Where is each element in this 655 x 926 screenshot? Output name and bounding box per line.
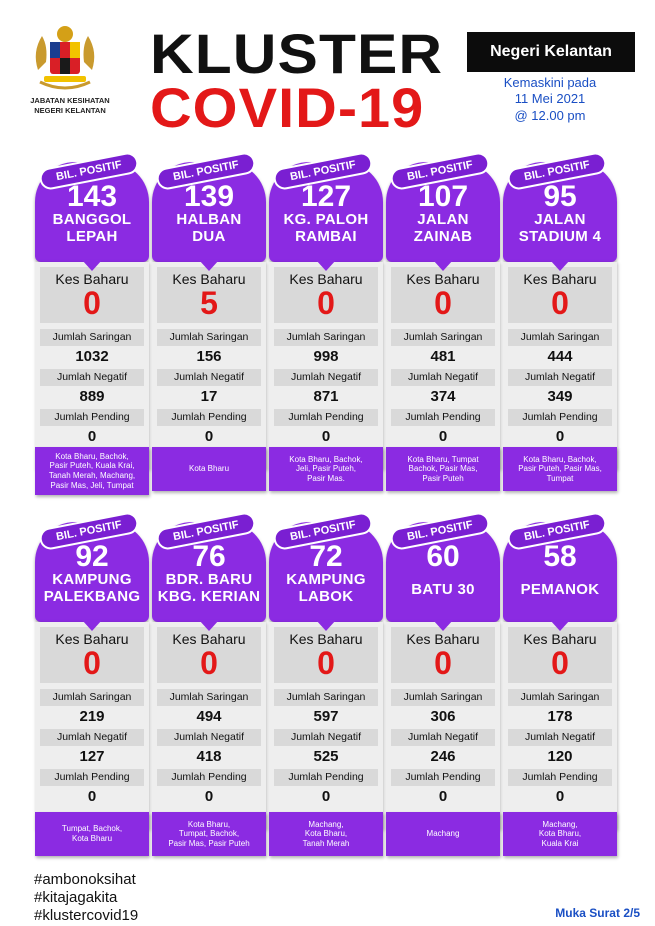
screening-value: 597 xyxy=(313,708,339,725)
new-cases-value: 0 xyxy=(317,645,335,681)
districts-text: Kota Bharu, Bachok, Pasir Puteh, Kuala Krai, Tanah Merah, Machang, Pasir Mas, Jeli, Tumpat xyxy=(48,451,136,490)
positive-count: 107 xyxy=(417,180,469,213)
affected-districts xyxy=(386,447,500,491)
cluster-name xyxy=(503,582,617,599)
cluster-stats xyxy=(269,622,383,830)
screening-value: 481 xyxy=(430,348,456,365)
affected-districts xyxy=(269,812,383,856)
new-cases-box xyxy=(508,267,612,323)
cluster-name-line-2: DUA xyxy=(192,227,226,245)
districts-text: Tumpat, Bachok, Kota Bharu xyxy=(61,824,123,843)
pending-value: 0 xyxy=(438,428,448,445)
new-cases-label: Kes Baharu xyxy=(55,271,129,287)
pending-label: Jumlah Pending xyxy=(157,769,261,786)
cluster-stats xyxy=(503,622,617,830)
screening-label: Jumlah Saringan xyxy=(274,329,378,346)
pending-value: 0 xyxy=(321,428,331,445)
cluster-name-line-1: KAMPUNG xyxy=(286,571,366,588)
affected-districts xyxy=(503,447,617,491)
cluster-stats xyxy=(35,622,149,830)
header-pointer xyxy=(82,620,102,631)
screening-label: Jumlah Saringan xyxy=(508,329,612,346)
page-number: Muka Surat 2/5 xyxy=(555,906,640,920)
positive-label: BIL. POSITIF xyxy=(38,511,140,552)
cluster-name-line-1: KAMPUNG xyxy=(52,571,132,588)
affected-districts xyxy=(35,812,149,856)
update-time: @ 12.00 pm xyxy=(514,107,586,123)
cluster-name-line-2: RAMBAI xyxy=(295,227,357,245)
cluster-stats xyxy=(386,262,500,470)
header-pointer xyxy=(316,620,336,631)
negative-value: 246 xyxy=(430,748,456,765)
negative-value: 349 xyxy=(547,388,573,405)
screening-label: Jumlah Saringan xyxy=(40,689,144,706)
negative-value: 525 xyxy=(313,748,339,765)
new-cases-value: 0 xyxy=(83,285,101,321)
negative-value: 889 xyxy=(79,388,105,405)
pending-label: Jumlah Pending xyxy=(274,409,378,426)
cluster-name-line-2: LEPAH xyxy=(66,227,118,245)
new-cases-value: 5 xyxy=(200,285,218,321)
districts-text: Kota Bharu, Bachok, Jeli, Pasir Puteh, Pasir Mas. xyxy=(289,454,363,483)
cluster-name xyxy=(503,212,617,245)
screening-value: 178 xyxy=(547,708,573,725)
negative-label: Jumlah Negatif xyxy=(157,729,261,746)
pending-value: 0 xyxy=(204,428,214,445)
positive-label: BIL. POSITIF xyxy=(389,511,491,552)
screening-label: Jumlah Saringan xyxy=(157,329,261,346)
screening-value: 998 xyxy=(313,348,339,365)
cluster-name-line-1: HALBAN xyxy=(176,211,242,228)
negative-label: Jumlah Negatif xyxy=(508,369,612,386)
pending-label: Jumlah Pending xyxy=(391,769,495,786)
screening-label: Jumlah Saringan xyxy=(274,689,378,706)
screening-value: 1032 xyxy=(75,348,109,365)
cluster-name-line-2: PALEKBANG xyxy=(43,587,141,605)
screening-value: 306 xyxy=(430,708,456,725)
screening-label: Jumlah Saringan xyxy=(391,689,495,706)
negative-value: 17 xyxy=(200,388,218,405)
new-cases-box xyxy=(40,627,144,683)
cluster-name xyxy=(386,212,500,245)
header-pointer xyxy=(550,260,570,271)
agency-line-2: NEGERI KELANTAN xyxy=(34,106,106,116)
pending-value: 0 xyxy=(87,788,97,805)
affected-districts xyxy=(152,812,266,856)
cluster-stats xyxy=(152,262,266,470)
districts-text: Kota Bharu xyxy=(188,464,230,474)
negative-label: Jumlah Negatif xyxy=(274,369,378,386)
hashtags xyxy=(34,871,138,925)
new-cases-label: Kes Baharu xyxy=(523,271,597,287)
new-cases-label: Kes Baharu xyxy=(289,631,363,647)
cluster-name-line-2: STADIUM 4 xyxy=(518,227,602,245)
new-cases-value: 0 xyxy=(317,285,335,321)
cluster-name-line-2: KBG. KERIAN xyxy=(157,587,261,605)
negative-value: 127 xyxy=(79,748,105,765)
districts-text: Kota Bharu, Tumpat Bachok, Pasir Mas, Pasir Puteh xyxy=(407,454,479,483)
cluster-stats xyxy=(386,622,500,830)
negative-label: Jumlah Negatif xyxy=(508,729,612,746)
cluster-name-line-1: BATU 30 xyxy=(411,581,475,598)
cluster-name-line-1: JALAN xyxy=(534,211,586,228)
pending-label: Jumlah Pending xyxy=(40,769,144,786)
districts-text: Machang xyxy=(426,829,460,839)
new-cases-box xyxy=(274,627,378,683)
cluster-name xyxy=(152,572,266,605)
header-pointer xyxy=(199,260,219,271)
positive-label: BIL. POSITIF xyxy=(272,151,374,192)
cluster-name-line-1: PEMANOK xyxy=(520,581,600,598)
cluster-name-line-1: BANGGOL xyxy=(52,211,132,228)
positive-count: 60 xyxy=(426,540,460,573)
negative-value: 120 xyxy=(547,748,573,765)
screening-value: 494 xyxy=(196,708,222,725)
update-label: Kemaskini pada xyxy=(503,75,597,90)
cluster-name-line-1: KG. PALOH xyxy=(283,211,369,228)
new-cases-value: 0 xyxy=(551,645,569,681)
negative-label: Jumlah Negatif xyxy=(274,729,378,746)
positive-label: BIL. POSITIF xyxy=(389,151,491,192)
districts-text: Machang, Kota Bharu, Tanah Merah xyxy=(302,819,350,848)
new-cases-box xyxy=(40,267,144,323)
positive-count: 127 xyxy=(300,180,352,213)
positive-label: BIL. POSITIF xyxy=(38,151,140,192)
positive-count: 143 xyxy=(66,180,118,213)
negative-label: Jumlah Negatif xyxy=(391,729,495,746)
header-pointer xyxy=(316,260,336,271)
new-cases-box xyxy=(508,627,612,683)
pending-value: 0 xyxy=(204,788,214,805)
pending-label: Jumlah Pending xyxy=(391,409,495,426)
screening-label: Jumlah Saringan xyxy=(391,329,495,346)
cluster-name xyxy=(269,212,383,245)
screening-label: Jumlah Saringan xyxy=(40,329,144,346)
negative-label: Jumlah Negatif xyxy=(391,369,495,386)
pending-value: 0 xyxy=(87,428,97,445)
new-cases-value: 0 xyxy=(83,645,101,681)
state-label: Negeri Kelantan xyxy=(467,32,635,72)
title-covid: COVID-19 xyxy=(150,76,425,139)
agency-line-1: JABATAN KESIHATAN xyxy=(30,96,110,105)
new-cases-label: Kes Baharu xyxy=(172,271,246,287)
header-pointer xyxy=(550,620,570,631)
negative-label: Jumlah Negatif xyxy=(157,369,261,386)
hashtag: #kitajagakita xyxy=(34,889,118,906)
title-kluster: KLUSTER xyxy=(150,22,444,85)
cluster-name-line-1: JALAN xyxy=(417,211,469,228)
new-cases-label: Kes Baharu xyxy=(406,631,480,647)
cluster-name xyxy=(386,582,500,599)
new-cases-box xyxy=(157,267,261,323)
cluster-name xyxy=(35,212,149,245)
pending-label: Jumlah Pending xyxy=(508,409,612,426)
new-cases-label: Kes Baharu xyxy=(289,271,363,287)
positive-label: BIL. POSITIF xyxy=(155,151,257,192)
cluster-stats xyxy=(503,262,617,470)
header-pointer xyxy=(433,260,453,271)
affected-districts xyxy=(269,447,383,491)
affected-districts xyxy=(152,447,266,491)
districts-text: Kota Bharu, Bachok, Pasir Puteh, Pasir Mas, Tumpat xyxy=(518,454,602,483)
positive-label: BIL. POSITIF xyxy=(506,511,608,552)
hashtag: #klustercovid19 xyxy=(34,907,139,924)
pending-value: 0 xyxy=(555,428,565,445)
screening-value: 444 xyxy=(547,348,573,365)
new-cases-label: Kes Baharu xyxy=(172,631,246,647)
state-crest-icon xyxy=(30,22,100,94)
negative-value: 374 xyxy=(430,388,456,405)
hashtag: #ambonoksihat xyxy=(34,871,136,888)
pending-label: Jumlah Pending xyxy=(274,769,378,786)
positive-count: 76 xyxy=(192,540,226,573)
screening-label: Jumlah Saringan xyxy=(508,689,612,706)
positive-count: 58 xyxy=(543,540,577,573)
new-cases-label: Kes Baharu xyxy=(55,631,129,647)
pending-value: 0 xyxy=(555,788,565,805)
new-cases-box xyxy=(157,627,261,683)
cluster-name-line-1: BDR. BARU xyxy=(165,571,253,588)
screening-label: Jumlah Saringan xyxy=(157,689,261,706)
header-pointer xyxy=(199,620,219,631)
header-pointer xyxy=(82,260,102,271)
cluster-name-line-2: LABOK xyxy=(298,587,354,605)
new-cases-value: 0 xyxy=(551,285,569,321)
positive-count: 92 xyxy=(75,540,109,573)
cluster-name xyxy=(269,572,383,605)
affected-districts xyxy=(386,812,500,856)
positive-label: BIL. POSITIF xyxy=(506,151,608,192)
positive-label: BIL. POSITIF xyxy=(155,511,257,552)
positive-count: 139 xyxy=(183,180,235,213)
new-cases-label: Kes Baharu xyxy=(406,271,480,287)
positive-count: 95 xyxy=(543,180,577,213)
cluster-stats xyxy=(152,622,266,830)
negative-value: 418 xyxy=(196,748,222,765)
positive-count: 72 xyxy=(309,540,343,573)
new-cases-value: 0 xyxy=(434,645,452,681)
districts-text: Machang, Kota Bharu, Kuala Krai xyxy=(538,819,582,848)
cluster-stats xyxy=(35,262,149,470)
cluster-stats xyxy=(269,262,383,470)
districts-text: Kota Bharu, Tumpat, Bachok, Pasir Mas, Pasir Puteh xyxy=(168,819,250,848)
pending-label: Jumlah Pending xyxy=(508,769,612,786)
screening-value: 219 xyxy=(79,708,105,725)
cluster-name-line-2: ZAINAB xyxy=(413,227,473,245)
pending-label: Jumlah Pending xyxy=(40,409,144,426)
update-date: 11 Mei 2021 xyxy=(514,91,586,107)
new-cases-box xyxy=(391,627,495,683)
new-cases-label: Kes Baharu xyxy=(523,631,597,647)
new-cases-box xyxy=(391,267,495,323)
new-cases-box xyxy=(274,267,378,323)
new-cases-value: 0 xyxy=(200,645,218,681)
cluster-name xyxy=(35,572,149,605)
cluster-name xyxy=(152,212,266,245)
positive-label: BIL. POSITIF xyxy=(272,511,374,552)
header-pointer xyxy=(433,620,453,631)
screening-value: 156 xyxy=(196,348,222,365)
negative-label: Jumlah Negatif xyxy=(40,729,144,746)
new-cases-value: 0 xyxy=(434,285,452,321)
affected-districts xyxy=(503,812,617,856)
agency-name xyxy=(14,96,126,116)
negative-label: Jumlah Negatif xyxy=(40,369,144,386)
negative-value: 871 xyxy=(313,388,339,405)
affected-districts xyxy=(35,447,149,495)
pending-label: Jumlah Pending xyxy=(157,409,261,426)
update-info xyxy=(480,75,620,124)
pending-value: 0 xyxy=(438,788,448,805)
pending-value: 0 xyxy=(321,788,331,805)
